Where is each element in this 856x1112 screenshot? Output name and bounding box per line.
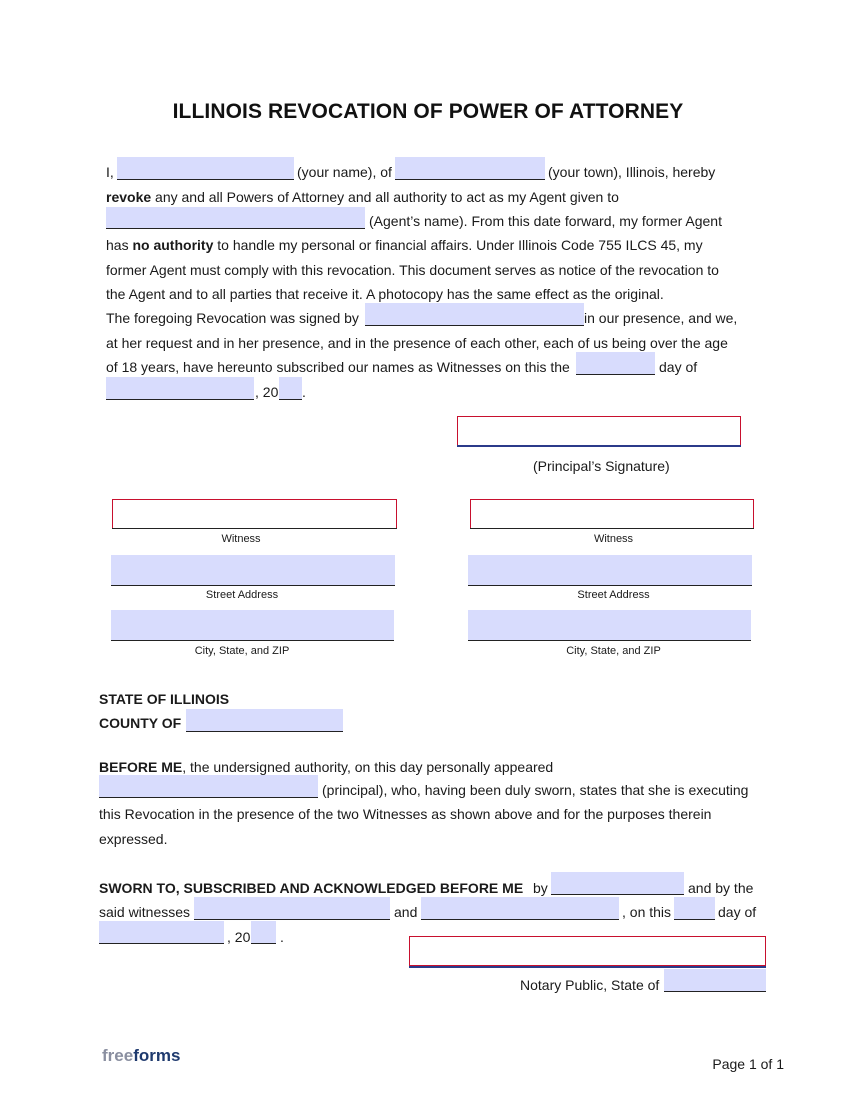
your-name-field[interactable]	[117, 157, 294, 180]
no-authority-bold: no authority	[132, 237, 214, 253]
principal-name-field[interactable]	[365, 303, 584, 326]
year-field[interactable]	[279, 377, 302, 400]
page-number: Page 1 of 1	[712, 1056, 784, 1072]
sworn-to-bold: SWORN TO, SUBSCRIBED AND ACKNOWLEDGED BEFORE ME	[99, 880, 524, 896]
before-me-bold: BEFORE ME	[99, 759, 183, 775]
principal-signature-label: (Principal’s Signature)	[533, 458, 670, 474]
witness-name2-field[interactable]	[421, 897, 619, 920]
revoke-rest: any and all Powers of Attorney and all authority to act as my Agent given to	[151, 189, 619, 205]
sworn-by-input[interactable]	[551, 872, 684, 894]
text-line5: former Agent must comply with this revocation. This document serves as notice of the revocation to	[106, 262, 719, 278]
witness2-city-label: City, State, and ZIP	[566, 645, 661, 657]
month-input[interactable]	[106, 377, 254, 399]
text-no-authority-line	[106, 237, 703, 253]
witness2-city-field[interactable]	[468, 610, 751, 641]
witness-name1-input[interactable]	[194, 897, 390, 919]
text-notary-line3: this Revocation in the presence of the two Witnesses as shown above and for the purposes therein	[99, 806, 712, 822]
notary-month-field[interactable]	[99, 921, 224, 944]
day-field[interactable]	[576, 352, 655, 375]
text-and-by-the: and by the	[688, 880, 754, 896]
text-agent-name: (Agent’s name). From this date forward, my former Agent	[369, 213, 722, 229]
witness1-label: Witness	[221, 533, 261, 545]
notary-principal-field[interactable]	[99, 775, 318, 798]
month-field[interactable]	[106, 377, 254, 400]
text-line9: of 18 years, have hereunto subscribed our names as Witnesses on this the	[106, 359, 570, 375]
county-of-label: COUNTY OF	[99, 715, 182, 731]
text-your-town: (your town), Illinois, hereby	[548, 164, 716, 180]
notary-month-input[interactable]	[99, 921, 224, 943]
witness2-street-label: Street Address	[577, 589, 650, 601]
text-has: has	[106, 237, 133, 253]
text-line8: at her request and in her presence, and in the presence of each other, each of us being over the age	[106, 335, 728, 351]
witness1-street-label: Street Address	[205, 589, 279, 601]
before-me-rest: , the undersigned authority, on this day personally appeared	[182, 759, 554, 775]
witness-name1-field[interactable]	[194, 897, 390, 920]
text-in-our-presence: in our presence, and we,	[584, 310, 738, 326]
witness1-signature-field[interactable]	[112, 499, 397, 529]
notary-signature-line	[409, 966, 766, 968]
notary-day-field[interactable]	[674, 897, 715, 920]
witness2-city-input[interactable]	[468, 610, 751, 640]
notary-day-input[interactable]	[674, 897, 715, 919]
text-said-witnesses: said witnesses	[99, 904, 191, 920]
principal-name-input[interactable]	[365, 303, 584, 325]
principal-signature-line	[457, 445, 741, 447]
before-me-line	[99, 759, 553, 775]
text-period: .	[302, 384, 306, 400]
witness1-signature-line	[112, 528, 397, 529]
notary-state-field[interactable]	[664, 969, 766, 992]
witness1-city-field[interactable]	[111, 610, 394, 641]
text-principal-sworn: (principal), who, having been duly sworn, states that she is executing	[322, 782, 749, 798]
text-year-prefix: , 20	[255, 384, 279, 400]
witness2-signature-line	[470, 528, 754, 529]
text-signed-by: The foregoing Revocation was signed by	[106, 310, 359, 326]
notary-principal-input[interactable]	[99, 775, 318, 797]
principal-signature-field[interactable]	[457, 416, 741, 446]
text-day-of: day of	[659, 359, 698, 375]
text-notary-year: , 20	[227, 929, 251, 945]
county-input[interactable]	[186, 709, 343, 731]
witness1-street-field[interactable]	[111, 555, 395, 586]
text-and: and	[394, 904, 418, 920]
text-no-authority-rest: to handle my personal or financial affairs. Under Illinois Code 755 ILCS 45, my	[213, 237, 703, 253]
agent-name-field[interactable]	[106, 207, 365, 229]
text-i: I,	[106, 164, 114, 180]
sworn-by-field[interactable]	[551, 872, 684, 895]
witness1-street-input[interactable]	[111, 555, 395, 585]
notary-state-input[interactable]	[664, 969, 766, 991]
witness1-city-input[interactable]	[111, 610, 394, 640]
text-notary-period: .	[280, 929, 284, 945]
logo-forms: forms	[133, 1046, 181, 1065]
witness2-street-input[interactable]	[468, 555, 752, 585]
text-on-this: , on this	[622, 904, 672, 920]
your-town-input[interactable]	[395, 157, 545, 179]
county-field[interactable]	[186, 709, 343, 732]
text-revoke-line	[106, 189, 619, 205]
text-expressed: expressed.	[99, 831, 168, 847]
notary-year-input[interactable]	[251, 921, 276, 943]
witness2-street-field[interactable]	[468, 555, 752, 586]
logo-free: free	[102, 1046, 134, 1065]
freeforms-logo	[102, 1046, 180, 1066]
your-name-input[interactable]	[117, 157, 294, 179]
revoke-bold: revoke	[106, 189, 152, 205]
agent-name-input[interactable]	[106, 207, 365, 228]
witness2-label: Witness	[593, 533, 634, 545]
day-input[interactable]	[576, 352, 655, 374]
text-by: by	[533, 880, 548, 896]
text-notary-day-of: day of	[718, 904, 757, 920]
notary-signature-field[interactable]	[409, 936, 766, 966]
witness2-signature-field[interactable]	[470, 499, 754, 529]
notary-year-field[interactable]	[251, 921, 276, 944]
document-title: ILLINOIS REVOCATION OF POWER OF ATTORNEY	[172, 100, 684, 123]
witness-name2-input[interactable]	[421, 897, 619, 919]
state-of-illinois: STATE OF ILLINOIS	[99, 691, 230, 707]
text-your-name: (your name), of	[297, 164, 392, 180]
notary-public-label: Notary Public, State of	[520, 977, 660, 993]
witness1-city-label: City, State, and ZIP	[194, 645, 290, 657]
text-line6: the Agent and to all parties that receive it. A photocopy has the same effect as the original.	[106, 286, 664, 302]
year-input[interactable]	[279, 377, 302, 399]
your-town-field[interactable]	[395, 157, 545, 180]
